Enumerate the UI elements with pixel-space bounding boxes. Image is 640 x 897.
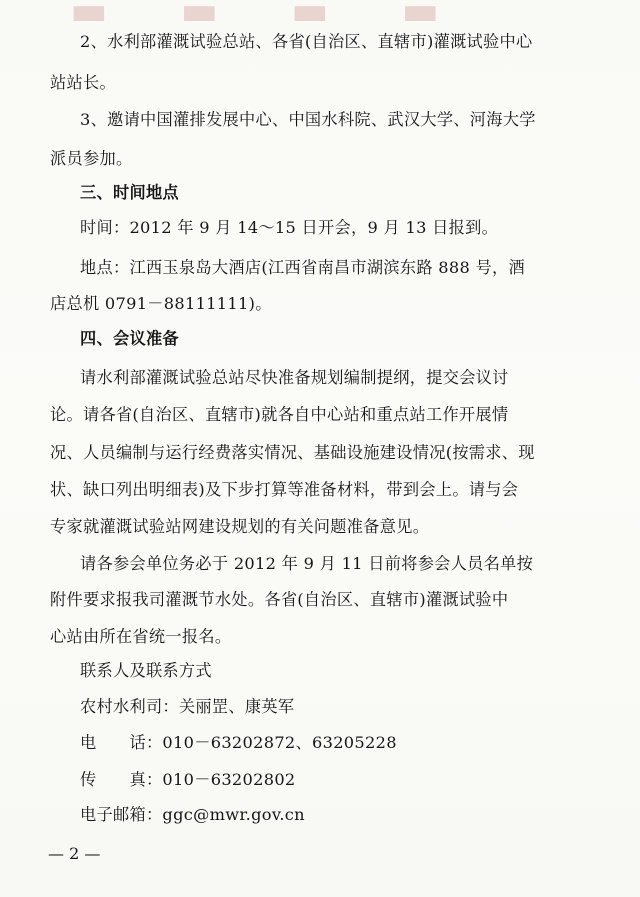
text-line-register-3: 心站由所在省统一报名。: [50, 627, 232, 646]
text-line-register-2: 附件要求报我司灌溉节水处。各省(自治区、直辖市)灌溉试验中: [50, 590, 509, 609]
text-line-prep-2: 论。请各省(自治区、直辖市)就各自中心站和重点站工作开展情: [50, 405, 509, 424]
text-line-3: 3、邀请中国灌排发展中心、中国水科院、武汉大学、河海大学: [80, 110, 536, 129]
page-number: — 2 —: [48, 844, 101, 863]
text-line-contact-persons: 农村水利司：关丽罡、康英军: [80, 697, 295, 716]
text-line-2: 站站长。: [50, 73, 116, 92]
text-line-email: 电子邮箱：ggc@mwr.gov.cn: [80, 805, 305, 824]
text-line-4: 派员参加。: [50, 149, 133, 168]
section-heading-time-location: 三、时间地点: [80, 183, 179, 202]
text-line-phone: 电 话：010－63202872、63205228: [80, 733, 397, 752]
text-line-fax: 传 真：010－63202802: [80, 770, 296, 789]
text-line-location: 地点：江西玉泉岛大酒店(江西省南昌市湖滨东路 888 号，酒: [80, 258, 526, 277]
text-line-prep-4: 状、缺口列出明细表)及下步打算等准备材料，带到会上。请与会: [50, 480, 519, 499]
text-line-contact-heading: 联系人及联系方式: [80, 661, 212, 680]
show-through-header: ▬ ▬ ▬ ▬: [70, 0, 470, 34]
text-line-register-1: 请各参会单位务必于 2012 年 9 月 11 日前将参会人员名单按: [80, 554, 534, 573]
text-line-1: 2、水利部灌溉试验总站、各省(自治区、直辖市)灌溉试验中心: [80, 32, 533, 51]
text-line-prep-5: 专家就灌溉试验站网建设规划的有关问题准备意见。: [50, 517, 430, 536]
text-line-prep-1: 请水利部灌溉试验总站尽快准备规划编制提纲，提交会议讨: [80, 368, 509, 387]
text-line-time: 时间：2012 年 9 月 14～15 日开会，9 月 13 日报到。: [80, 218, 499, 237]
section-heading-preparation: 四、会议准备: [80, 329, 179, 348]
text-line-hotel-phone: 店总机 0791－88111111)。: [50, 294, 272, 313]
text-line-prep-3: 况、人员编制与运行经费落实情况、基础设施建设情况(按需求、现: [50, 443, 535, 462]
